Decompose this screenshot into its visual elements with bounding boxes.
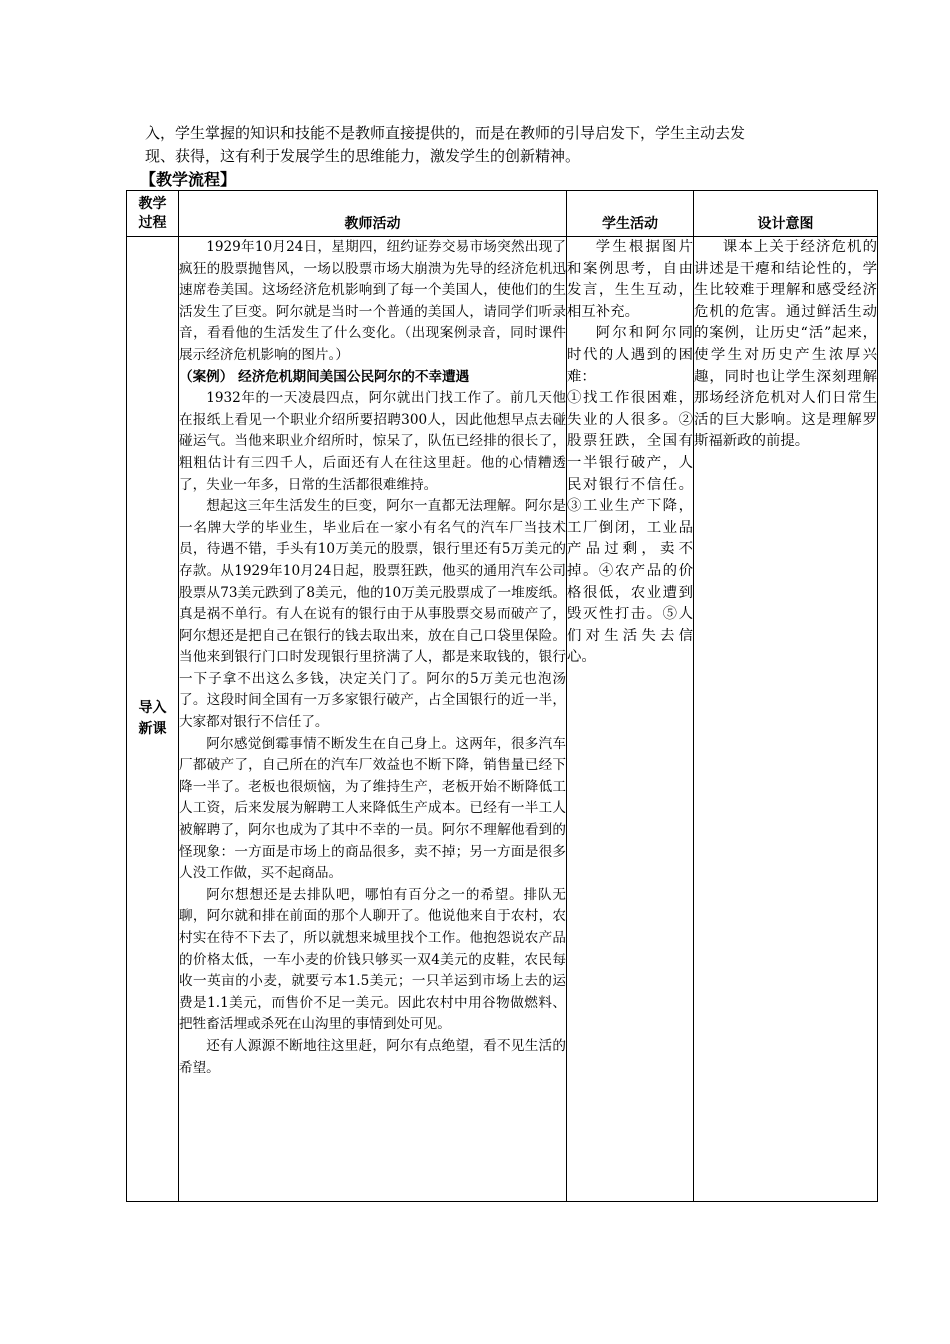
header-design: 设计意图 — [694, 191, 878, 237]
teacher-activity-cell — [179, 237, 567, 1202]
header-process — [127, 191, 179, 237]
header-process-line-2: 过程 — [138, 214, 167, 231]
teacher-paragraph: 阿尔感觉倒霉事情不断发生在自己身上。这两年，很多汽车厂都破产了，自己所在的汽车厂效益也不断下降，销售量已经下降一半了。老板也很烦恼，为了维持生产，老板开始不断降低工人工资，后来发展为解聘工人来降低生产成本。已经有一半工人被解聘了，阿尔也成为了其中不幸的一员。阿尔不理解他看到的怪现象：一方面是市场上的商品很多，卖不掉；另一方面是很多人没工作做，买不起商品。 — [179, 735, 566, 882]
stage-cell — [127, 237, 179, 1202]
teacher-paragraph: 想起这三年生活发生的巨变，阿尔一直都无法理解。阿尔是一名牌大学的毕业生，毕业后在一家小有名气的汽车厂当技术员，待遇不错，手头有10万美元的股票，银行里还有5万美元的存款。从1929年10月24日起，股票狂跌，他买的通用汽车公司股票从73美元跌到了8美元，他的10万美元股票成了一堆废纸。真是祸不单行。有人在说有的银行由于从事股票交易而破产了，阿尔想还是把自己在银行的钱去取出来，放在自己口袋里保险。当他来到银行门口时发现银行里挤满了人，都是来取钱的，银行一下子拿不出这么多钱，决定关门了。阿尔的5万美元也泡汤了。这段时间全国有一万多家银行破产，占全国银行的近一半，大家都对银行不信任了。 — [179, 498, 566, 731]
header-process-line-1: 教学 — [138, 195, 167, 212]
intro-line-1: 入，学生掌握的知识和技能不是教师直接提供的，而是在教师的引导启发下，学生主动去发 — [145, 124, 746, 142]
stage-line-2: 新课 — [138, 721, 167, 737]
teacher-paragraph: 1929年10月24日，星期四，纽约证券交易市场突然出现了疯狂的股票抛售风，一场以股票市场大崩溃为先导的经济危机迅速席卷美国。这场经济危机影响到了每一个美国人，使他们的生活发生了巨变。阿尔就是当时一个普通的美国人，请同学们听录音，看看他的生活发生了什么变化。（出现案例录音，同时课件展示经济危机影响的图片。） — [179, 239, 566, 363]
design-intent-cell — [694, 237, 878, 1202]
table-header-row — [127, 191, 878, 237]
intro-line-2: 现、获得，这有利于发展学生的思维能力，激发学生的创新精神。 — [145, 147, 581, 165]
stage-line-1: 导入 — [138, 700, 167, 716]
section-heading: 【教学流程】 — [140, 170, 237, 189]
student-paragraph: 阿尔和阿尔同时代的人遇到的困难： — [567, 325, 693, 385]
teacher-paragraph: 阿尔想想还是去排队吧，哪怕有百分之一的希望。排队无聊，阿尔就和排在前面的那个人聊开了。他说他来自于农村，农村实在待不下去了，所以就想来城里找个工作。他抱怨说农产品的价格太低，一车小麦的价钱只够买一双4美元的皮鞋，农民每收一英亩的小麦，就要亏本1.5美元；一只羊运到市场上去的运费是1.1美元，而售价不足一美元。因此农村中用谷物做燃料、把牲畜活埋或杀死在山沟里的事情到处可见。 — [179, 886, 566, 1033]
header-student: 学生活动 — [567, 191, 694, 237]
student-activity-cell — [567, 237, 694, 1202]
teacher-paragraph: 1932年的一天凌晨四点，阿尔就出门找工作了。前几天他在报纸上看见一个职业介绍所要招聘300人，因此他想早点去碰碰运气。当他来职业介绍所时，惊呆了，队伍已经排的很长了，粗粗估计有三四千人，后面还有人在往这里赶。他的心情糟透了，失业一年多，日常的生活都很难维持。 — [179, 390, 566, 493]
intro-paragraph — [145, 122, 835, 168]
header-teacher: 教师活动 — [179, 191, 567, 237]
case-title: （案例） 经济危机期间美国公民阿尔的不幸遭遇 — [179, 368, 470, 385]
table-row — [127, 237, 878, 1202]
teacher-paragraph: 还有人源源不断地往这里赶，阿尔有点绝望，看不见生活的希望。 — [179, 1037, 566, 1076]
student-paragraph: 学生根据图片和案例思考，自由发言，生生互动，相互补充。 — [567, 239, 693, 320]
student-difficulties-list: ①找工作很困难，失业的人很多。②股票狂跌，全国有一半银行破产，人民对银行不信任。③工业生产下降，工厂倒闭，工业品产品过剩，卖不掉。④农产品的价格很低，农业遭到毁灭性打击。⑤人们对生活失去信心。 — [567, 390, 693, 666]
teaching-flow-table — [126, 190, 878, 1202]
design-paragraph: 课本上关于经济危机的讲述是干瘪和结论性的，学生比较难于理解和感受经济危机的危害。通过鲜活生动的案例，让历史“活”起来，使学生对历史产生浓厚兴趣，同时也让学生深刻理解那场经济危机对人们日常生活的巨大影响。这是理解罗斯福新政的前提。 — [694, 239, 877, 450]
